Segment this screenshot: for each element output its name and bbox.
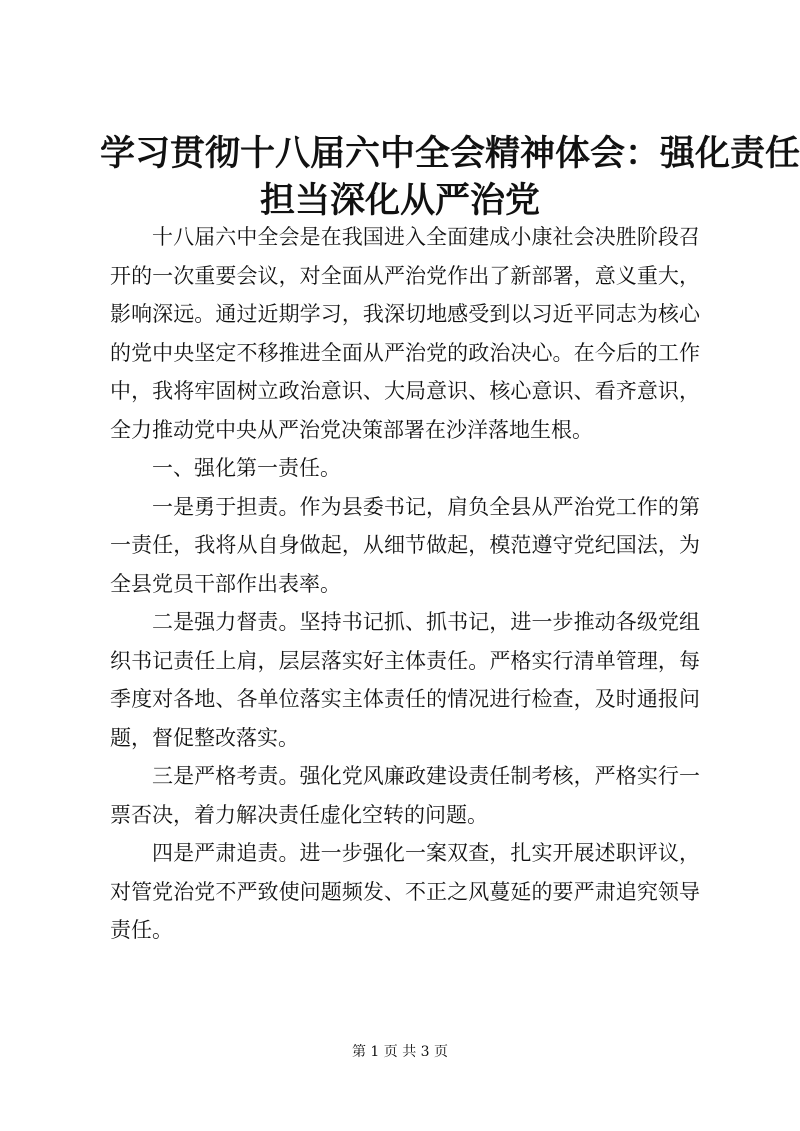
document-body bbox=[110, 218, 700, 950]
section-heading: 一、强化第一责任。 bbox=[152, 456, 341, 480]
paragraph-item-2: 二是强力督责。坚持书记抓、抓书记，进一步推动各级党组织书记责任上肩，层层落实好主体责任。严格实行清单管理，每季度对各地、各单位落实主体责任的情况进行检查，及时通报问题，督促整改落实。 bbox=[110, 610, 700, 750]
page-number-footer: 第 1 页 共 3 页 bbox=[351, 1044, 449, 1060]
document-title bbox=[100, 130, 800, 224]
title-line-1: 学习贯彻十八届六中全会精神体会：强化责任 bbox=[100, 133, 800, 174]
paragraph-item-4: 四是严肃追责。进一步强化一案双查，扎实开展述职评议，对管党治党不严致使问题频发、不正之风蔓延的要严肃追究领导责任。 bbox=[110, 841, 700, 942]
title-line-2: 担当深化从严治党 bbox=[259, 180, 540, 221]
paragraph-item-1: 一是勇于担责。作为县委书记，肩负全县从严治党工作的第一责任，我将从自身做起，从细节做起，模范遵守党纪国法，为全县党员干部作出表率。 bbox=[110, 494, 700, 596]
paragraph-item-3: 三是严格考责。强化党风廉政建设责任制考核，严格实行一票否决，着力解决责任虚化空转的问题。 bbox=[110, 764, 700, 827]
paragraph-intro: 十八届六中全会是在我国进入全面建成小康社会决胜阶段召开的一次重要会议，对全面从严治党作出了新部署，意义重大，影响深远。通过近期学习，我深切地感受到以习近平同志为核心的党中央坚定不移推进全面从严治党的政治决心。在今后的工作中，我将牢固树立政治意识、大局意识、核心意识、看齐意识，全力推动党中央从严治党决策部署在沙洋落地生根。 bbox=[110, 225, 700, 442]
